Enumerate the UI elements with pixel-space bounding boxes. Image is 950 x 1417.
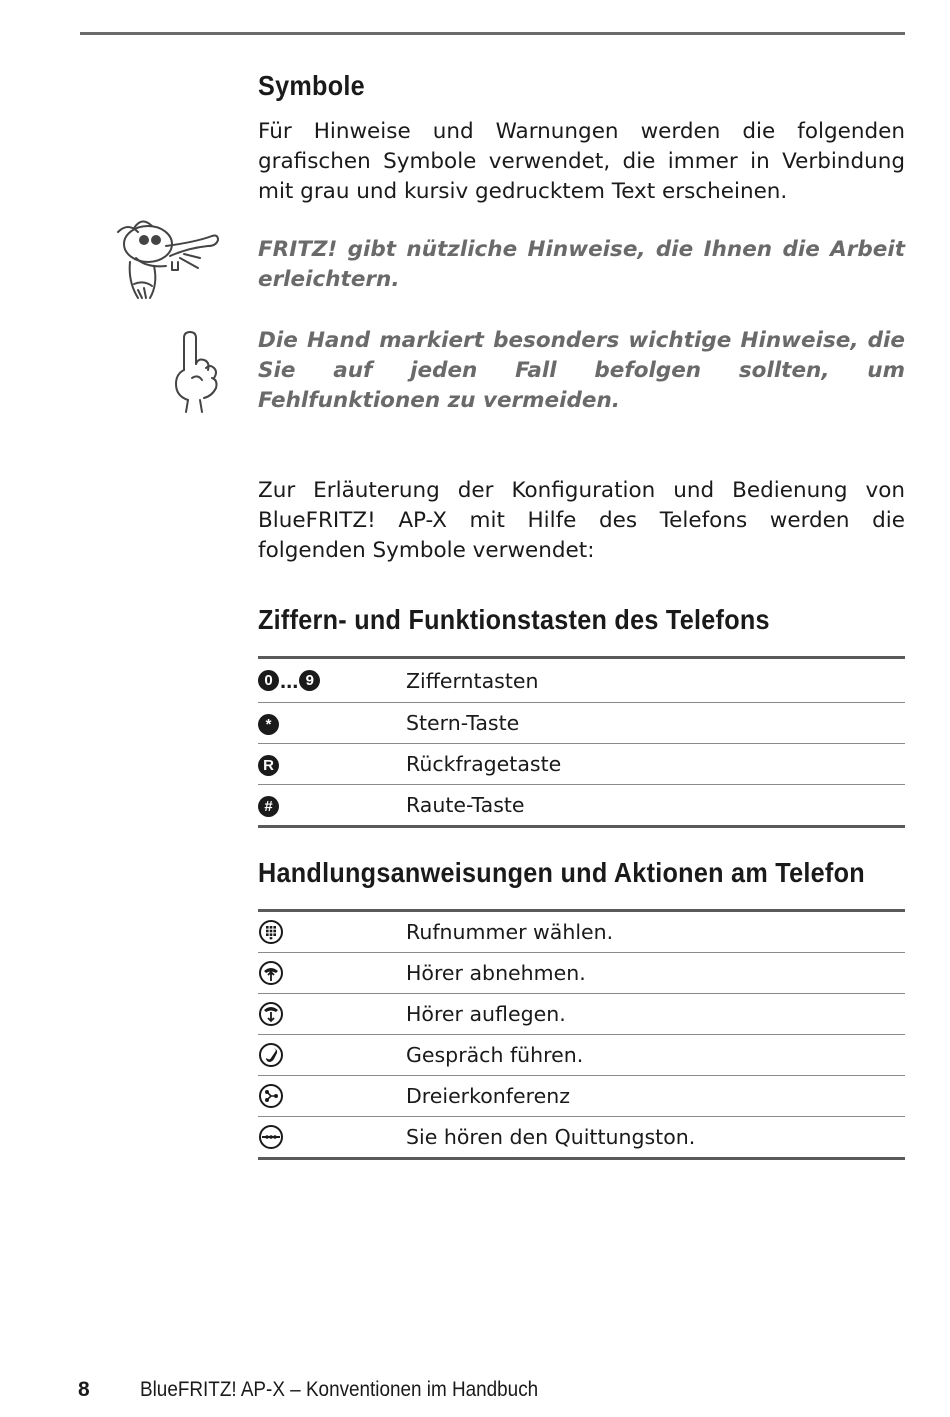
fritz-mascot-icon	[110, 218, 228, 306]
intro-paragraph: Für Hinweise und Warnungen werden die folgenden grafischen Symbole verwendet, die immer in Verbindung mit grau und kursiv gedrucktem Text erscheinen.	[258, 119, 905, 204]
keys-table	[258, 656, 905, 828]
hand-note-text: Die Hand markiert besonders wichtige Hinweise, die Sie auf jeden Fall befolgen sollten, um Fehlfunktionen zu vermeiden.	[258, 328, 905, 413]
hash-key-icon: #	[258, 796, 279, 817]
row-label: Rufnummer wählen.	[406, 911, 905, 953]
table-row	[258, 953, 905, 994]
call-talk-icon	[258, 1042, 284, 1068]
pointing-hand-icon	[170, 330, 226, 414]
table-row	[258, 911, 905, 953]
row-label: Zifferntasten	[406, 658, 905, 703]
actions-table	[258, 909, 905, 1160]
table-row	[258, 744, 905, 785]
table-row	[258, 658, 905, 703]
row-label: Sie hören den Quittungston.	[406, 1117, 905, 1159]
digit-keys-0-9-icon	[258, 658, 406, 703]
row-label: Dreierkonferenz	[406, 1076, 905, 1117]
table-row	[258, 785, 905, 827]
footer-title: BlueFRITZ! AP-X – Konventionen im Handbuch	[140, 1378, 539, 1401]
table-row	[258, 1117, 905, 1159]
actions-table-wrap	[258, 909, 905, 1160]
table-row	[258, 703, 905, 744]
row-label: Hörer abnehmen.	[406, 953, 905, 994]
handset-lift-icon	[258, 960, 284, 986]
page-number: 8	[78, 1378, 90, 1401]
digit-zero-badge: 0	[258, 670, 279, 691]
hand-note-block	[258, 326, 905, 416]
table-row	[258, 994, 905, 1035]
fritz-note-text: FRITZ! gibt nützliche Hinweise, die Ihnen die Arbeit erleichtern.	[258, 237, 905, 292]
keys-heading: Ziffern- und Funktionstasten des Telefons	[258, 604, 770, 635]
conference-icon	[258, 1083, 284, 1109]
recall-key-icon: R	[258, 755, 279, 776]
row-label: Rückfragetaste	[406, 744, 905, 785]
symbols-heading: Symbole	[258, 70, 365, 101]
fritz-note-block	[258, 235, 905, 295]
intro-block	[258, 117, 905, 207]
star-key-icon: *	[258, 714, 279, 735]
row-label: Gespräch führen.	[406, 1035, 905, 1076]
page-footer	[78, 1378, 582, 1402]
keys-section	[258, 604, 905, 636]
explain-block	[258, 476, 905, 566]
dial-keypad-icon	[258, 919, 284, 945]
digit-dots: ...	[280, 667, 299, 693]
confirmation-tone-icon	[258, 1124, 284, 1150]
header-rule	[80, 32, 905, 35]
actions-section	[258, 857, 905, 889]
row-label: Stern-Taste	[406, 703, 905, 744]
table-row	[258, 1035, 905, 1076]
row-label: Hörer auflegen.	[406, 994, 905, 1035]
actions-heading: Handlungsanweisungen und Aktionen am Telefon	[258, 857, 865, 888]
symbols-section	[258, 70, 905, 102]
keys-table-wrap	[258, 656, 905, 828]
digit-nine-badge: 9	[299, 670, 320, 691]
table-row	[258, 1076, 905, 1117]
handset-hangup-icon	[258, 1001, 284, 1027]
row-label: Raute-Taste	[406, 785, 905, 827]
explain-paragraph: Zur Erläuterung der Konfiguration und Bedienung von BlueFRITZ! AP-X mit Hilfe des Telefons werden die folgenden Symbole verwendet:	[258, 478, 905, 563]
